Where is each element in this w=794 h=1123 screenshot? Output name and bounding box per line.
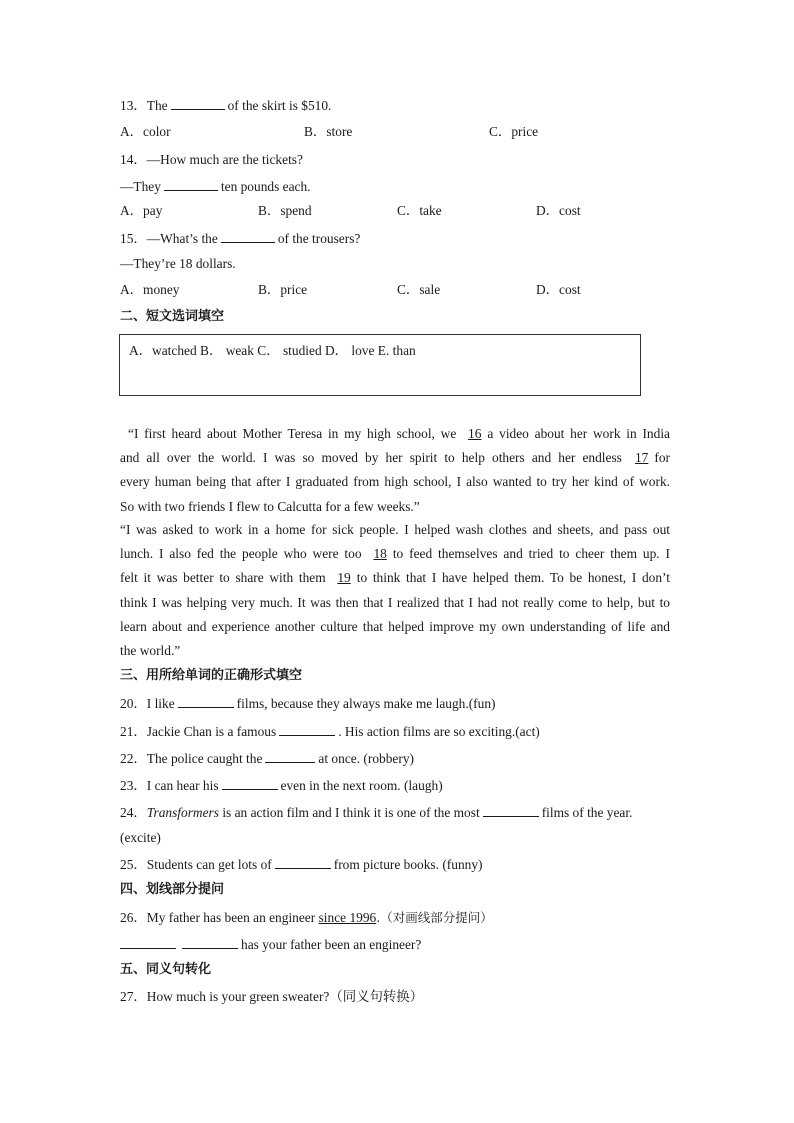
question-number: 14．: [120, 152, 147, 167]
section-heading: 三、用所给单词的正确形式填空: [120, 668, 303, 683]
passage-text: lunch. I also fed the people who were too: [120, 546, 368, 562]
question-text: —They: [120, 179, 161, 194]
question-26-line2: [120, 935, 421, 954]
blank-19[interactable]: 19: [337, 570, 351, 586]
question-text: The police caught the: [146, 751, 263, 766]
answer-blank[interactable]: [221, 229, 275, 243]
question-text: I can hear his: [146, 778, 219, 793]
blank-18[interactable]: 18: [373, 546, 387, 562]
option-b[interactable]: B．store: [304, 124, 353, 139]
passage-text: for: [654, 450, 670, 466]
passage-text: to think that I have helped them. To be honest, I don’t: [356, 570, 670, 586]
question-text: is an action film and I think it is one of the most: [222, 805, 480, 820]
option-a[interactable]: A．pay: [120, 203, 163, 218]
passage-line: [120, 566, 670, 590]
question-number: 27．: [120, 989, 147, 1004]
option-a[interactable]: A．money: [120, 282, 180, 297]
passage-line: [120, 422, 670, 446]
passage-text: “I first heard about Mother Teresa in my high school, we: [128, 426, 463, 441]
question-20: [120, 694, 495, 713]
question-27: [120, 988, 423, 1006]
question-text: ten pounds each.: [220, 179, 311, 194]
question-text: The: [146, 98, 168, 113]
word-box-options: A．watched B． weak C． studied D． love E. than: [129, 343, 416, 358]
answer-blank[interactable]: [222, 776, 278, 790]
question-21: [120, 722, 540, 741]
question-text: . His action films are so exciting.(act): [338, 724, 540, 739]
answer-blank[interactable]: [275, 855, 331, 869]
question-25: [120, 855, 483, 874]
question-text: has your father been an engineer?: [241, 937, 422, 952]
question-instruction: .（对画线部分提问）: [376, 910, 493, 925]
question-14: [120, 151, 303, 169]
underlined-phrase: since 1996: [318, 910, 377, 925]
question-24: [120, 803, 632, 822]
question-15: [120, 229, 360, 248]
question-22: [120, 749, 414, 768]
question-text: even in the next room. (laugh): [280, 778, 443, 793]
option-c[interactable]: C．sale: [397, 282, 441, 297]
passage-line: think I was helping very much. It was then that I realized that I had not really come to help, but to: [120, 594, 670, 610]
question-text: at once. (robbery): [318, 751, 414, 766]
option-a[interactable]: A．color: [120, 124, 171, 139]
answer-blank[interactable]: [483, 803, 539, 817]
question-text: I like: [146, 696, 175, 711]
section-heading: 二、短文选词填空: [120, 309, 225, 324]
option-b[interactable]: B．price: [258, 282, 308, 297]
passage-text: felt it was better to share with them: [120, 570, 332, 586]
question-number: 13．: [120, 98, 147, 113]
passage-text: and all over the world. I was so moved by her spirit to help others and her endless: [120, 450, 629, 466]
question-text: Students can get lots of: [146, 857, 272, 872]
passage-paragraph-2: [120, 518, 670, 663]
question-number: 21．: [120, 724, 147, 739]
passage-line: learn about and experience another culture that helped improve my own understanding of life and: [120, 618, 670, 634]
option-d[interactable]: D．cost: [536, 203, 581, 218]
question-number: 15．: [120, 231, 147, 246]
question-text: —What’s the: [146, 231, 218, 246]
question-text: Jackie Chan is a famous: [146, 724, 277, 739]
answer-blank[interactable]: [164, 177, 218, 191]
option-c[interactable]: C．take: [397, 203, 442, 218]
passage-text: to feed themselves and tried to cheer them up. I: [392, 546, 670, 562]
question-number: 25．: [120, 857, 147, 872]
section-heading: 四、划线部分提问: [120, 882, 225, 897]
section-heading: 五、同义句转化: [120, 962, 212, 977]
question-number: 24．: [120, 805, 147, 820]
film-title: Transformers: [146, 805, 219, 820]
question-26: [120, 909, 493, 927]
answer-blank[interactable]: [279, 722, 335, 736]
blank-16[interactable]: 16: [468, 426, 482, 441]
answer-blank[interactable]: [182, 935, 238, 949]
question-text: from picture books. (funny): [333, 857, 483, 872]
passage-line: [120, 446, 670, 470]
passage-line: So with two friends I flew to Calcutta for a few weeks.”: [120, 498, 420, 514]
option-c[interactable]: C．price: [489, 124, 539, 139]
question-number: 23．: [120, 778, 147, 793]
answer-blank[interactable]: [265, 749, 315, 763]
question-number: 20．: [120, 696, 147, 711]
passage-line: the world.”: [120, 643, 181, 659]
question-13: [120, 96, 331, 115]
question-text: of the skirt is $510.: [227, 98, 332, 113]
question-text: —How much are the tickets?: [146, 152, 303, 167]
question-24-line2: (excite): [120, 830, 161, 845]
question-text: How much is your green sweater?（同义句转换）: [146, 989, 424, 1004]
question-number: 26．: [120, 910, 147, 925]
question-23: [120, 776, 443, 795]
passage-line: [120, 542, 670, 566]
word-box: [119, 334, 641, 396]
question-text: films, because they always make me laugh.(fun): [236, 696, 496, 711]
answer-blank[interactable]: [120, 935, 176, 949]
option-b[interactable]: B．spend: [258, 203, 312, 218]
passage-line: every human being that after I graduated from high school, I also wanted to try her kind of work.: [120, 474, 670, 490]
passage-paragraph-1: [120, 422, 670, 519]
passage-text: a video about her work in India: [487, 426, 670, 441]
answer-blank[interactable]: [178, 694, 234, 708]
answer-blank[interactable]: [171, 96, 225, 110]
question-text: films of the year.: [541, 805, 633, 820]
passage-line: “I was asked to work in a home for sick people. I helped wash clothes and sheets, and pass out: [120, 522, 670, 537]
question-text: of the trousers?: [277, 231, 361, 246]
question-text: My father has been an engineer: [146, 910, 316, 925]
question-15-line2: —They’re 18 dollars.: [120, 256, 236, 271]
question-14-line2: [120, 177, 311, 196]
option-d[interactable]: D．cost: [536, 282, 581, 297]
question-number: 22．: [120, 751, 147, 766]
blank-17[interactable]: 17: [634, 450, 649, 466]
